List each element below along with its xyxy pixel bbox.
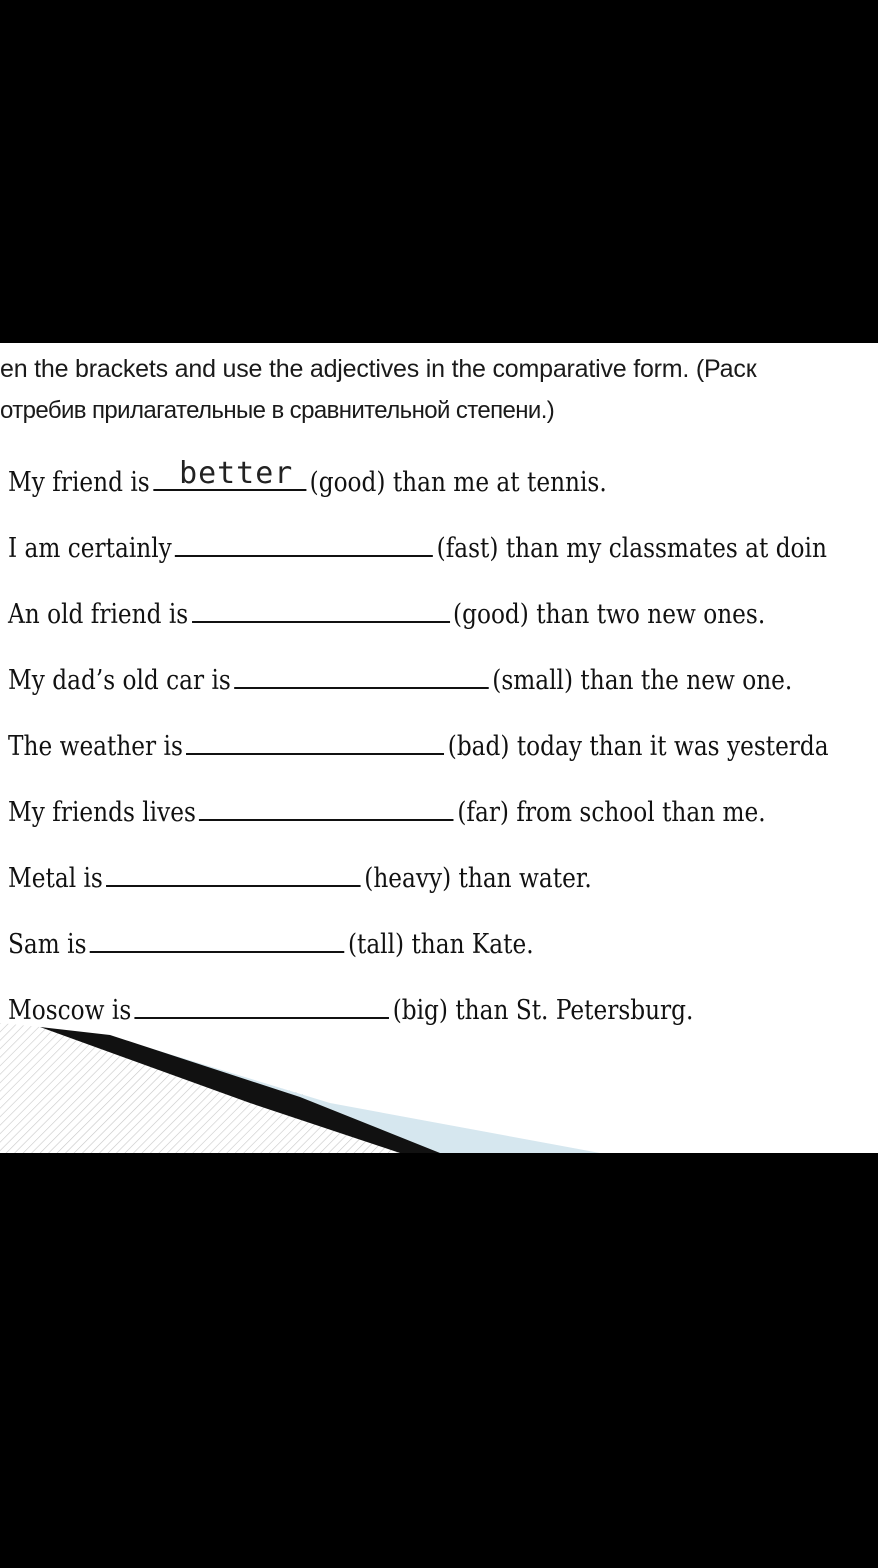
exercise-line-6 [8, 793, 766, 828]
sentence-start: My dad’s old car is [8, 665, 231, 696]
exercise-line-9 [8, 991, 693, 1026]
instruction-line-2: отребив прилагательные в сравнительной степени.) [0, 397, 555, 424]
sentence-start: Moscow is [8, 995, 132, 1026]
exercise-line-3 [8, 595, 765, 630]
decorative-swoosh [0, 1023, 878, 1153]
sentence-start: Metal is [8, 863, 103, 894]
sentence-end: (big) than St. Petersburg. [392, 995, 694, 1026]
exercise-line-2 [8, 529, 827, 564]
sentence-start: The weather is [8, 731, 183, 762]
sentence-start: My friends lives [8, 797, 196, 828]
exercise-line-5 [8, 727, 829, 762]
exercise-line-1 [8, 456, 607, 498]
sentence-end: (heavy) than water. [364, 863, 592, 894]
handwritten-answer: better [178, 456, 294, 491]
answer-blank[interactable] [192, 595, 450, 623]
instruction-line-1: en the brackets and use the adjectives in the comparative form. (Раск [0, 355, 757, 383]
sentence-start: An old friend is [8, 599, 189, 630]
sentence-end: (far) from school than me. [457, 797, 766, 828]
sentence-end: (fast) than my classmates at doin [436, 533, 827, 564]
sentence-start: I am certainly [8, 533, 172, 564]
worksheet [0, 343, 878, 1153]
sentence-end: (good) than me at tennis. [309, 467, 607, 498]
sentence-end: (tall) than Kate. [347, 929, 534, 960]
exercise-line-7 [8, 859, 592, 894]
answer-blank[interactable] [90, 925, 345, 953]
answer-blank[interactable] [186, 727, 444, 755]
sentence-start: My friend is [8, 467, 150, 498]
sentence-start: Sam is [8, 929, 87, 960]
answer-blank[interactable] [106, 859, 361, 887]
answer-blank[interactable] [199, 793, 454, 821]
answer-blank[interactable] [234, 661, 489, 689]
exercise-line-4 [8, 661, 792, 696]
answer-blank[interactable] [135, 991, 390, 1019]
sentence-end: (small) than the new one. [492, 665, 793, 696]
sentence-end: (good) than two new ones. [453, 599, 766, 630]
sentence-end: (bad) today than it was yesterda [447, 731, 829, 762]
answer-blank[interactable] [175, 529, 433, 557]
exercise-line-8 [8, 925, 534, 960]
answer-blank[interactable] [153, 456, 306, 491]
